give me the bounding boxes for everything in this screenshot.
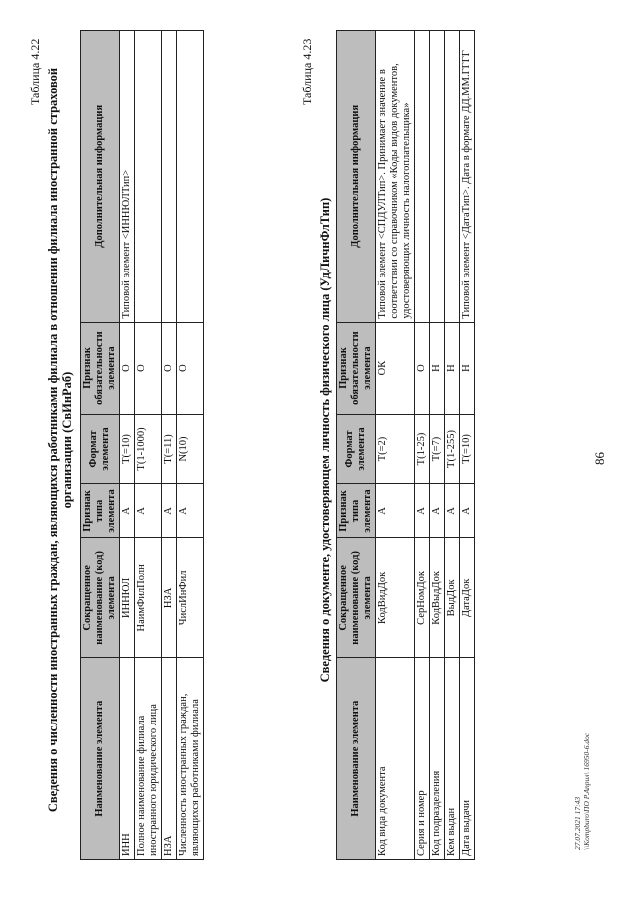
- cell-info: [177, 31, 204, 323]
- cell-name: НЗА: [162, 658, 177, 860]
- col-header-required: Признак обязательности элемента: [81, 322, 120, 414]
- table-4-22: [80, 30, 204, 860]
- table-row: [415, 31, 430, 860]
- cell-format: T(=11): [162, 414, 177, 484]
- col-header-type: Признак типа элемента: [337, 484, 376, 538]
- table-header-row: [81, 31, 120, 860]
- cell-name: Полное наименование филиала иностранного юридического лица: [135, 658, 162, 860]
- cell-name: Численность иностранных граждан, являющихся работниками филиала: [177, 658, 204, 860]
- col-header-format: Формат элемента: [81, 414, 120, 484]
- cell-type: А: [415, 484, 430, 538]
- table-4-23: [336, 30, 475, 860]
- col-header-code: Сокращенное наименование (код) элемента: [337, 538, 376, 658]
- col-header-info: Дополнительная информация: [81, 31, 120, 323]
- footer-timestamp: 27.07.2021 17:43: [573, 796, 582, 850]
- cell-type: А: [460, 484, 475, 538]
- cell-code: ДатаДок: [460, 538, 475, 658]
- cell-code: КодВыдДок: [430, 538, 445, 658]
- cell-required: О: [135, 322, 162, 414]
- table-caption-4-23: Таблица 4.23: [300, 38, 314, 105]
- page-number: 86: [592, 452, 607, 465]
- cell-info: Типовой элемент <СПДУЛТип>. Принимает значение в соответствии со справочником «Коды видов документов, удостоверяющих личность налогоплательщика»: [376, 31, 415, 323]
- table-title-4-23: Сведения о документе, удостоверяющем личность физического лица (УдЛичнФлТип): [318, 197, 332, 683]
- table-row: [460, 31, 475, 860]
- cell-format: T(1-25): [415, 414, 430, 484]
- cell-code: ЧислИнФил: [177, 538, 204, 658]
- file-footer: [573, 733, 591, 850]
- cell-required: О: [162, 322, 177, 414]
- col-header-required: Признак обязательности элемента: [337, 322, 376, 414]
- cell-type: А: [430, 484, 445, 538]
- cell-name: Код подразделения: [430, 658, 445, 860]
- col-header-name: Наименование элемента: [337, 658, 376, 860]
- col-header-code: Сокращенное наименование (код) элемента: [81, 538, 120, 658]
- cell-info: Типовой элемент <ДатаТип>. Дата в формате ДД.ММ.ГГГГ: [460, 31, 475, 323]
- cell-type: А: [445, 484, 460, 538]
- table-row: [120, 31, 135, 860]
- cell-code: НаимФилПолн: [135, 538, 162, 658]
- cell-info: [445, 31, 460, 323]
- table-title-4-22: Сведения о численности иностранных граждан, являющихся работниками филиала в отношении филиала иностранной страховой организации (СвИнРаб): [46, 67, 74, 813]
- cell-type: А: [177, 484, 204, 538]
- cell-format: T(1-255): [445, 414, 460, 484]
- cell-format: T(=2): [376, 414, 415, 484]
- col-header-type: Признак типа элемента: [81, 484, 120, 538]
- cell-info: [430, 31, 445, 323]
- cell-required: ОК: [376, 322, 415, 414]
- cell-required: Н: [430, 322, 445, 414]
- col-header-format: Формат элемента: [337, 414, 376, 484]
- col-header-name: Наименование элемента: [81, 658, 120, 860]
- cell-name: Серия и номер: [415, 658, 430, 860]
- table-caption-4-22: Таблица 4.22: [28, 38, 42, 105]
- cell-code: СерНомДок: [415, 538, 430, 658]
- cell-name: Дата выдачи: [460, 658, 475, 860]
- cell-format: T(=10): [460, 414, 475, 484]
- cell-required: О: [177, 322, 204, 414]
- cell-info: Типовой элемент <ИННЮЛТип>: [120, 31, 135, 323]
- cell-info: [135, 31, 162, 323]
- cell-info: [415, 31, 430, 323]
- cell-format: T(=7): [430, 414, 445, 484]
- col-header-info: Дополнительная информация: [337, 31, 376, 323]
- table-row: [162, 31, 177, 860]
- cell-type: А: [162, 484, 177, 538]
- cell-code: КодВидДок: [376, 538, 415, 658]
- cell-info: [162, 31, 177, 323]
- table-header-row: [337, 31, 376, 860]
- cell-name: ИНН: [120, 658, 135, 860]
- cell-type: А: [120, 484, 135, 538]
- cell-format: T(=10): [120, 414, 135, 484]
- cell-required: О: [415, 322, 430, 414]
- cell-format: N(10): [177, 414, 204, 484]
- table-row: [177, 31, 204, 860]
- cell-type: А: [135, 484, 162, 538]
- table-row: [135, 31, 162, 860]
- table-row: [376, 31, 415, 860]
- cell-name: Кем выдан: [445, 658, 460, 860]
- footer-filepath: \\Kompburo\ПО Р.Април\ 16950-6.doc: [582, 732, 591, 850]
- cell-required: Н: [445, 322, 460, 414]
- table-row: [430, 31, 445, 860]
- cell-format: T(1-1000): [135, 414, 162, 484]
- cell-code: ИННЮЛ: [120, 538, 135, 658]
- cell-code: НЗА: [162, 538, 177, 658]
- cell-name: Код вида документа: [376, 658, 415, 860]
- cell-required: Н: [460, 322, 475, 414]
- table-row: [445, 31, 460, 860]
- cell-type: А: [376, 484, 415, 538]
- cell-code: ВыдДок: [445, 538, 460, 658]
- cell-required: О: [120, 322, 135, 414]
